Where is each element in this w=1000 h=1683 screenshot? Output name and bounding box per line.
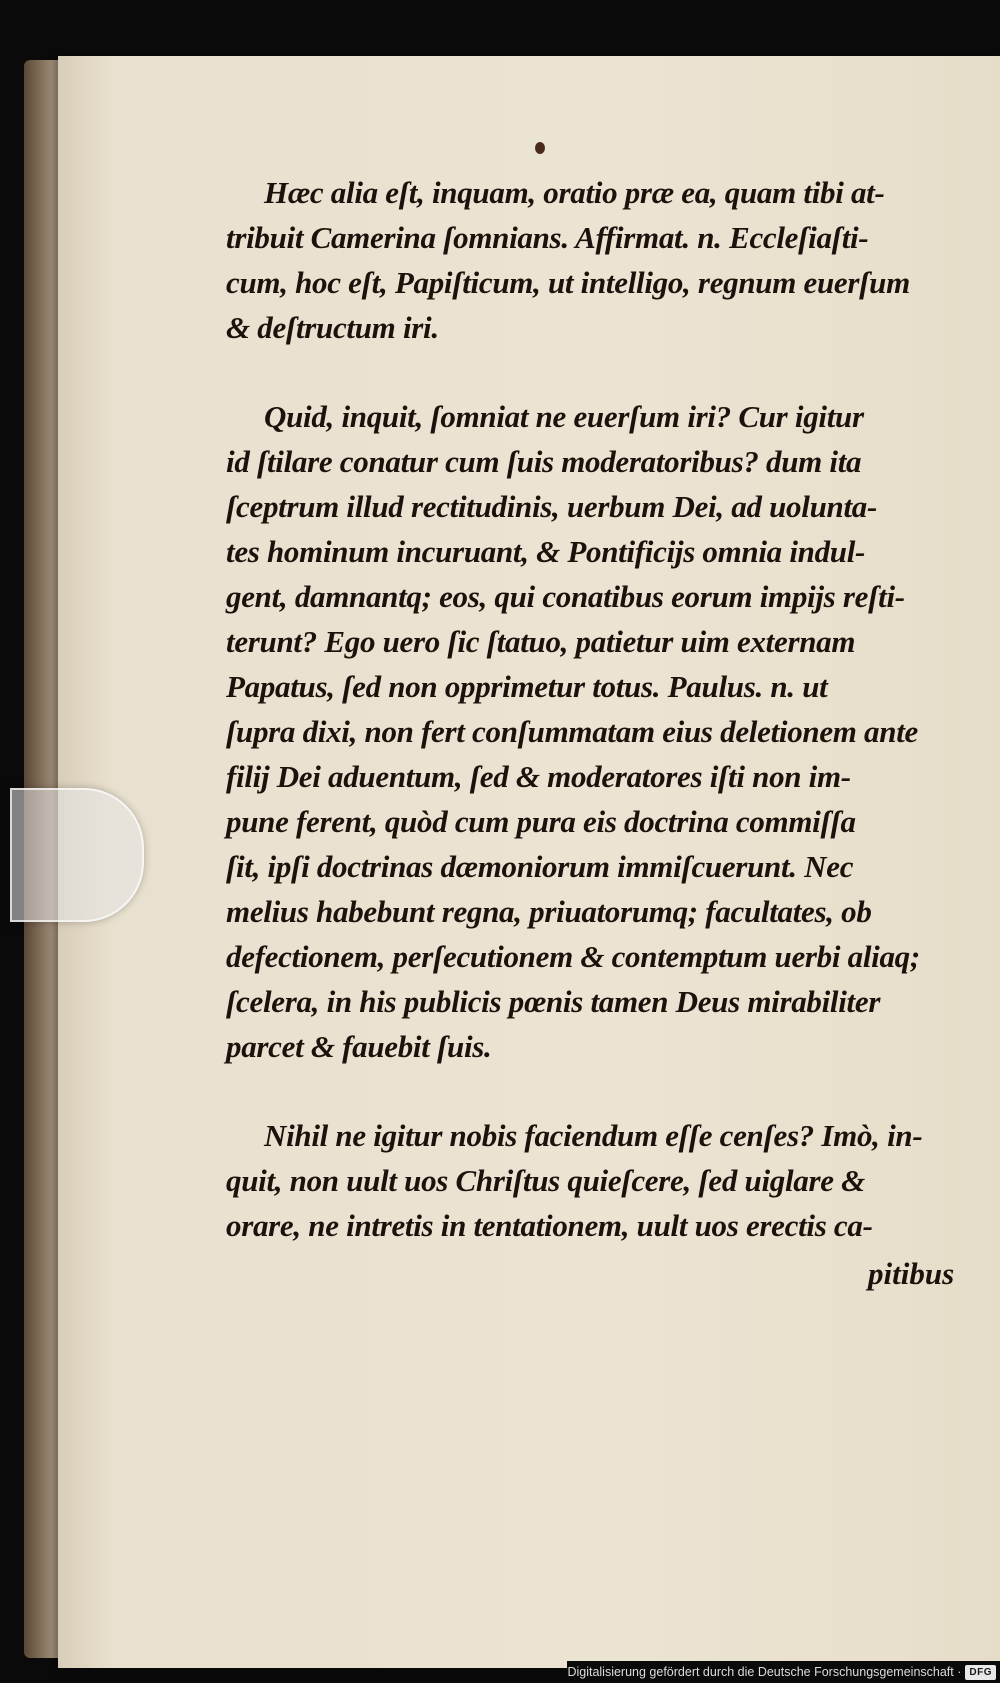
text-line: id ſtilare conatur cum ſuis moderatoribus? dum ita [226,444,862,479]
text-line: filij Dei aduentum, ſed & moderatores iſti non im- [226,759,851,794]
text-line: orare, ne intretis in tentationem, uult uos erectis ca- [226,1208,873,1243]
text-line: melius habebunt regna, priuatorumq; facultates, ob [226,894,872,929]
text-line: gent, damnantq; eos, qui conatibus eorum impijs reſti- [226,579,905,614]
digitization-footer [567,1661,1000,1683]
text-line: ſupra dixi, non fert conſummatam eius deletionem ante [226,714,918,749]
text-line: Hæc alia eſt, inquam, oratio præ ea, quam tibi at- [264,175,885,210]
text-line: Quid, inquit, ſomniat ne euerſum iri? Cur igitur [264,399,864,434]
paragraph-2 [226,394,956,1069]
text-line: Nihil ne igitur nobis faciendum eſſe cenſes? Imò, in- [264,1118,923,1153]
text-line: defectionem, perſecutionem & contemptum uerbi aliaq; [226,939,920,974]
page-text [226,170,956,1292]
ink-spot [535,142,545,154]
text-line: parcet & fauebit ſuis. [226,1029,492,1064]
text-line: & deſtructum iri. [226,310,439,345]
footer-credit: Digitalisierung gefördert durch die Deutsche Forschungsgemeinschaft · [567,1665,962,1679]
text-line: ſcelera, in his publicis pœnis tamen Deus mirabiliter [226,984,881,1019]
dfg-logo: DFG [965,1665,996,1680]
text-line: cum, hoc eſt, Papiſticum, ut intelligo, regnum euerſum [226,265,910,300]
text-line: tribuit Camerina ſomnians. Affirmat. n. Eccleſiaſti- [226,220,869,255]
paragraph-3 [226,1113,956,1248]
text-line: ſceptrum illud rectitudinis, uerbum Dei, ad uolunta- [226,489,877,524]
text-line: quit, non uult uos Chriſtus quieſcere, ſed uiglare & [226,1163,865,1198]
text-line: pune ferent, quòd cum pura eis doctrina commiſſa [226,804,856,839]
text-line: tes hominum incuruant, & Pontificijs omnia indul- [226,534,866,569]
catchword: pitibus [868,1256,955,1291]
page-clip [10,788,144,922]
text-line: terunt? Ego uero ſic ſtatuo, patietur uim externam [226,624,856,659]
paragraph-1 [226,170,956,350]
text-line: Papatus, ſed non opprimetur totus. Paulus. n. ut [226,669,828,704]
text-line: ſit, ipſi doctrinas dæmoniorum immiſcuerunt. Nec [226,849,854,884]
